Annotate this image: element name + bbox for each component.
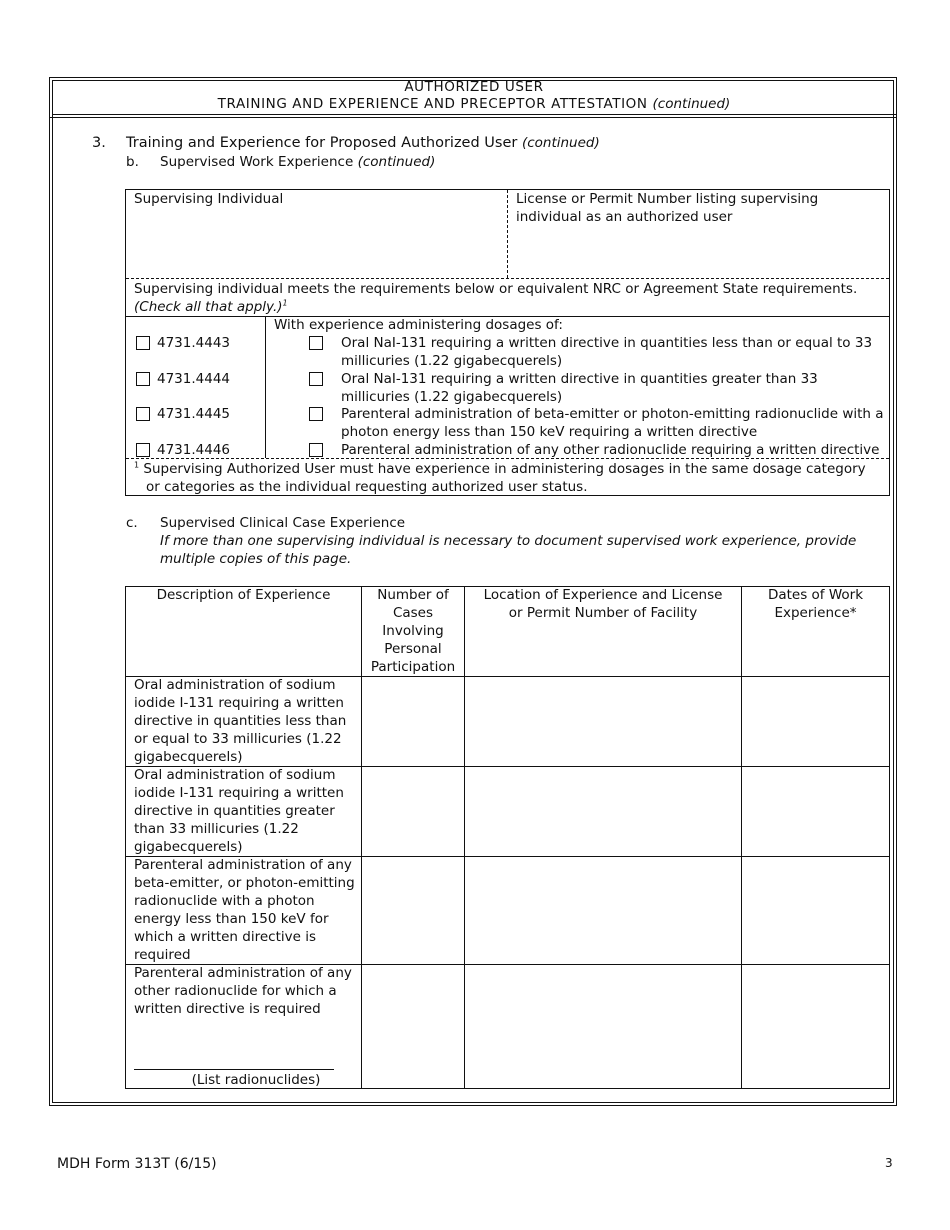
- supervising-individual-field[interactable]: [134, 212, 500, 274]
- checkbox-dosage-4443[interactable]: [309, 336, 323, 350]
- header-dates: Dates of Work Experience*: [767, 587, 864, 621]
- subsection-b-title: Supervised Work Experience (continued): [160, 154, 436, 170]
- checkbox-4731-4444[interactable]: [136, 372, 150, 386]
- subsection-b-letter: b.: [126, 154, 139, 170]
- header-subtitle: TRAINING AND EXPERIENCE AND PRECEPTOR ATTESTATION (continued): [217, 96, 731, 112]
- rules-col-divider: [265, 317, 266, 458]
- case-location-field[interactable]: [465, 767, 741, 856]
- subsection-c-note: If more than one supervising individual is necessary to document supervised work experience, provide multiple copies of this page.: [160, 533, 857, 567]
- checkbox-4731-4446[interactable]: [136, 443, 150, 457]
- checkbox-4731-4443[interactable]: [136, 336, 150, 350]
- subsection-c-letter: c.: [126, 515, 138, 531]
- case-location-field[interactable]: [465, 677, 741, 766]
- header-title: AUTHORIZED USER: [404, 79, 544, 95]
- header-description: Description of Experience: [156, 587, 331, 603]
- case-dates-field[interactable]: [742, 965, 889, 1088]
- case-location-field[interactable]: [465, 965, 741, 1088]
- rule-description: Parenteral administration of beta-emitter or photon-emitting radionuclide with a photon energy less than 150 keV requiring a written directive: [341, 406, 884, 440]
- case-row-description: Oral administration of sodium iodide I-131 requiring a written directive in quantities greater than 33 millicuries (1.22 gigabecquerels): [134, 767, 344, 855]
- section-title: Training and Experience for Proposed Authorized User (continued): [126, 135, 600, 151]
- section-number: 3.: [92, 135, 106, 151]
- case-dates-field[interactable]: [742, 767, 889, 856]
- header-divider-outer: [49, 117, 897, 118]
- form-header: [52, 79, 896, 113]
- rule-code: 4731.4444: [157, 371, 231, 387]
- page-number: 3: [885, 1156, 893, 1170]
- case-location-field[interactable]: [465, 857, 741, 964]
- case-count-field[interactable]: [362, 677, 464, 766]
- rule-description: Oral NaI-131 requiring a written directive in quantities greater than 33 millicuries (1.22 gigabecquerels): [341, 371, 818, 405]
- experience-heading: With experience administering dosages of:: [274, 317, 563, 333]
- subsection-c-title: Supervised Clinical Case Experience: [160, 515, 406, 531]
- header-divider: [52, 114, 896, 115]
- header-location: Location of Experience and License or Permit Number of Facility: [483, 587, 723, 621]
- case-dates-field[interactable]: [742, 857, 889, 964]
- checkbox-dosage-4445[interactable]: [309, 407, 323, 421]
- case-count-field[interactable]: [362, 965, 464, 1088]
- supervisor-row-divider: [126, 278, 889, 279]
- requirement-text: Supervising individual meets the requirements below or equivalent NRC or Agreement State requirements. (Check all that apply.)$^1$: [134, 281, 858, 315]
- license-number-field[interactable]: [516, 232, 882, 274]
- list-radionuclides-label: (List radionuclides): [191, 1072, 321, 1088]
- supervising-individual-label: Supervising Individual: [134, 191, 284, 207]
- checkbox-4731-4445[interactable]: [136, 407, 150, 421]
- rule-code: 4731.4445: [157, 406, 231, 422]
- case-count-field[interactable]: [362, 767, 464, 856]
- form-id: MDH Form 313T (6/15): [57, 1156, 217, 1172]
- license-number-label: License or Permit Number listing supervising individual as an authorized user: [516, 191, 819, 225]
- case-row-description: Parenteral administration of any beta-emitter, or photon-emitting radionuclide with a photon energy less than 150 keV for which a written directive is required: [134, 857, 355, 963]
- rule-code: 4731.4446: [157, 442, 231, 458]
- radionuclide-list-field[interactable]: [134, 1040, 334, 1068]
- rule-description: Parenteral administration of any other radionuclide requiring a written directive: [341, 442, 880, 458]
- case-count-field[interactable]: [362, 857, 464, 964]
- rule-description: Oral NaI-131 requiring a written directive in quantities less than or equal to 33 millicuries (1.22 gigabecquerels): [341, 335, 873, 369]
- case-dates-field[interactable]: [742, 677, 889, 766]
- rule-code: 4731.4443: [157, 335, 231, 351]
- checkbox-dosage-4444[interactable]: [309, 372, 323, 386]
- case-row-description: Parenteral administration of any other radionuclide for which a written directive is required: [134, 965, 352, 1017]
- case-row-description: Oral administration of sodium iodide I-131 requiring a written directive in quantities less than or equal to 33 millicuries (1.22 gigabecquerels): [134, 677, 347, 765]
- header-number-of-cases: Number of Cases Involving Personal Participation: [370, 587, 456, 675]
- radionuclide-underline: [134, 1069, 334, 1070]
- checkbox-dosage-4446[interactable]: [309, 443, 323, 457]
- footnote: $^1$ Supervising Authorized User must have experience in administering dosages in the same dosage category or categories as the individual requesting authorized user status.: [134, 460, 866, 495]
- supervisor-col-divider: [507, 190, 508, 278]
